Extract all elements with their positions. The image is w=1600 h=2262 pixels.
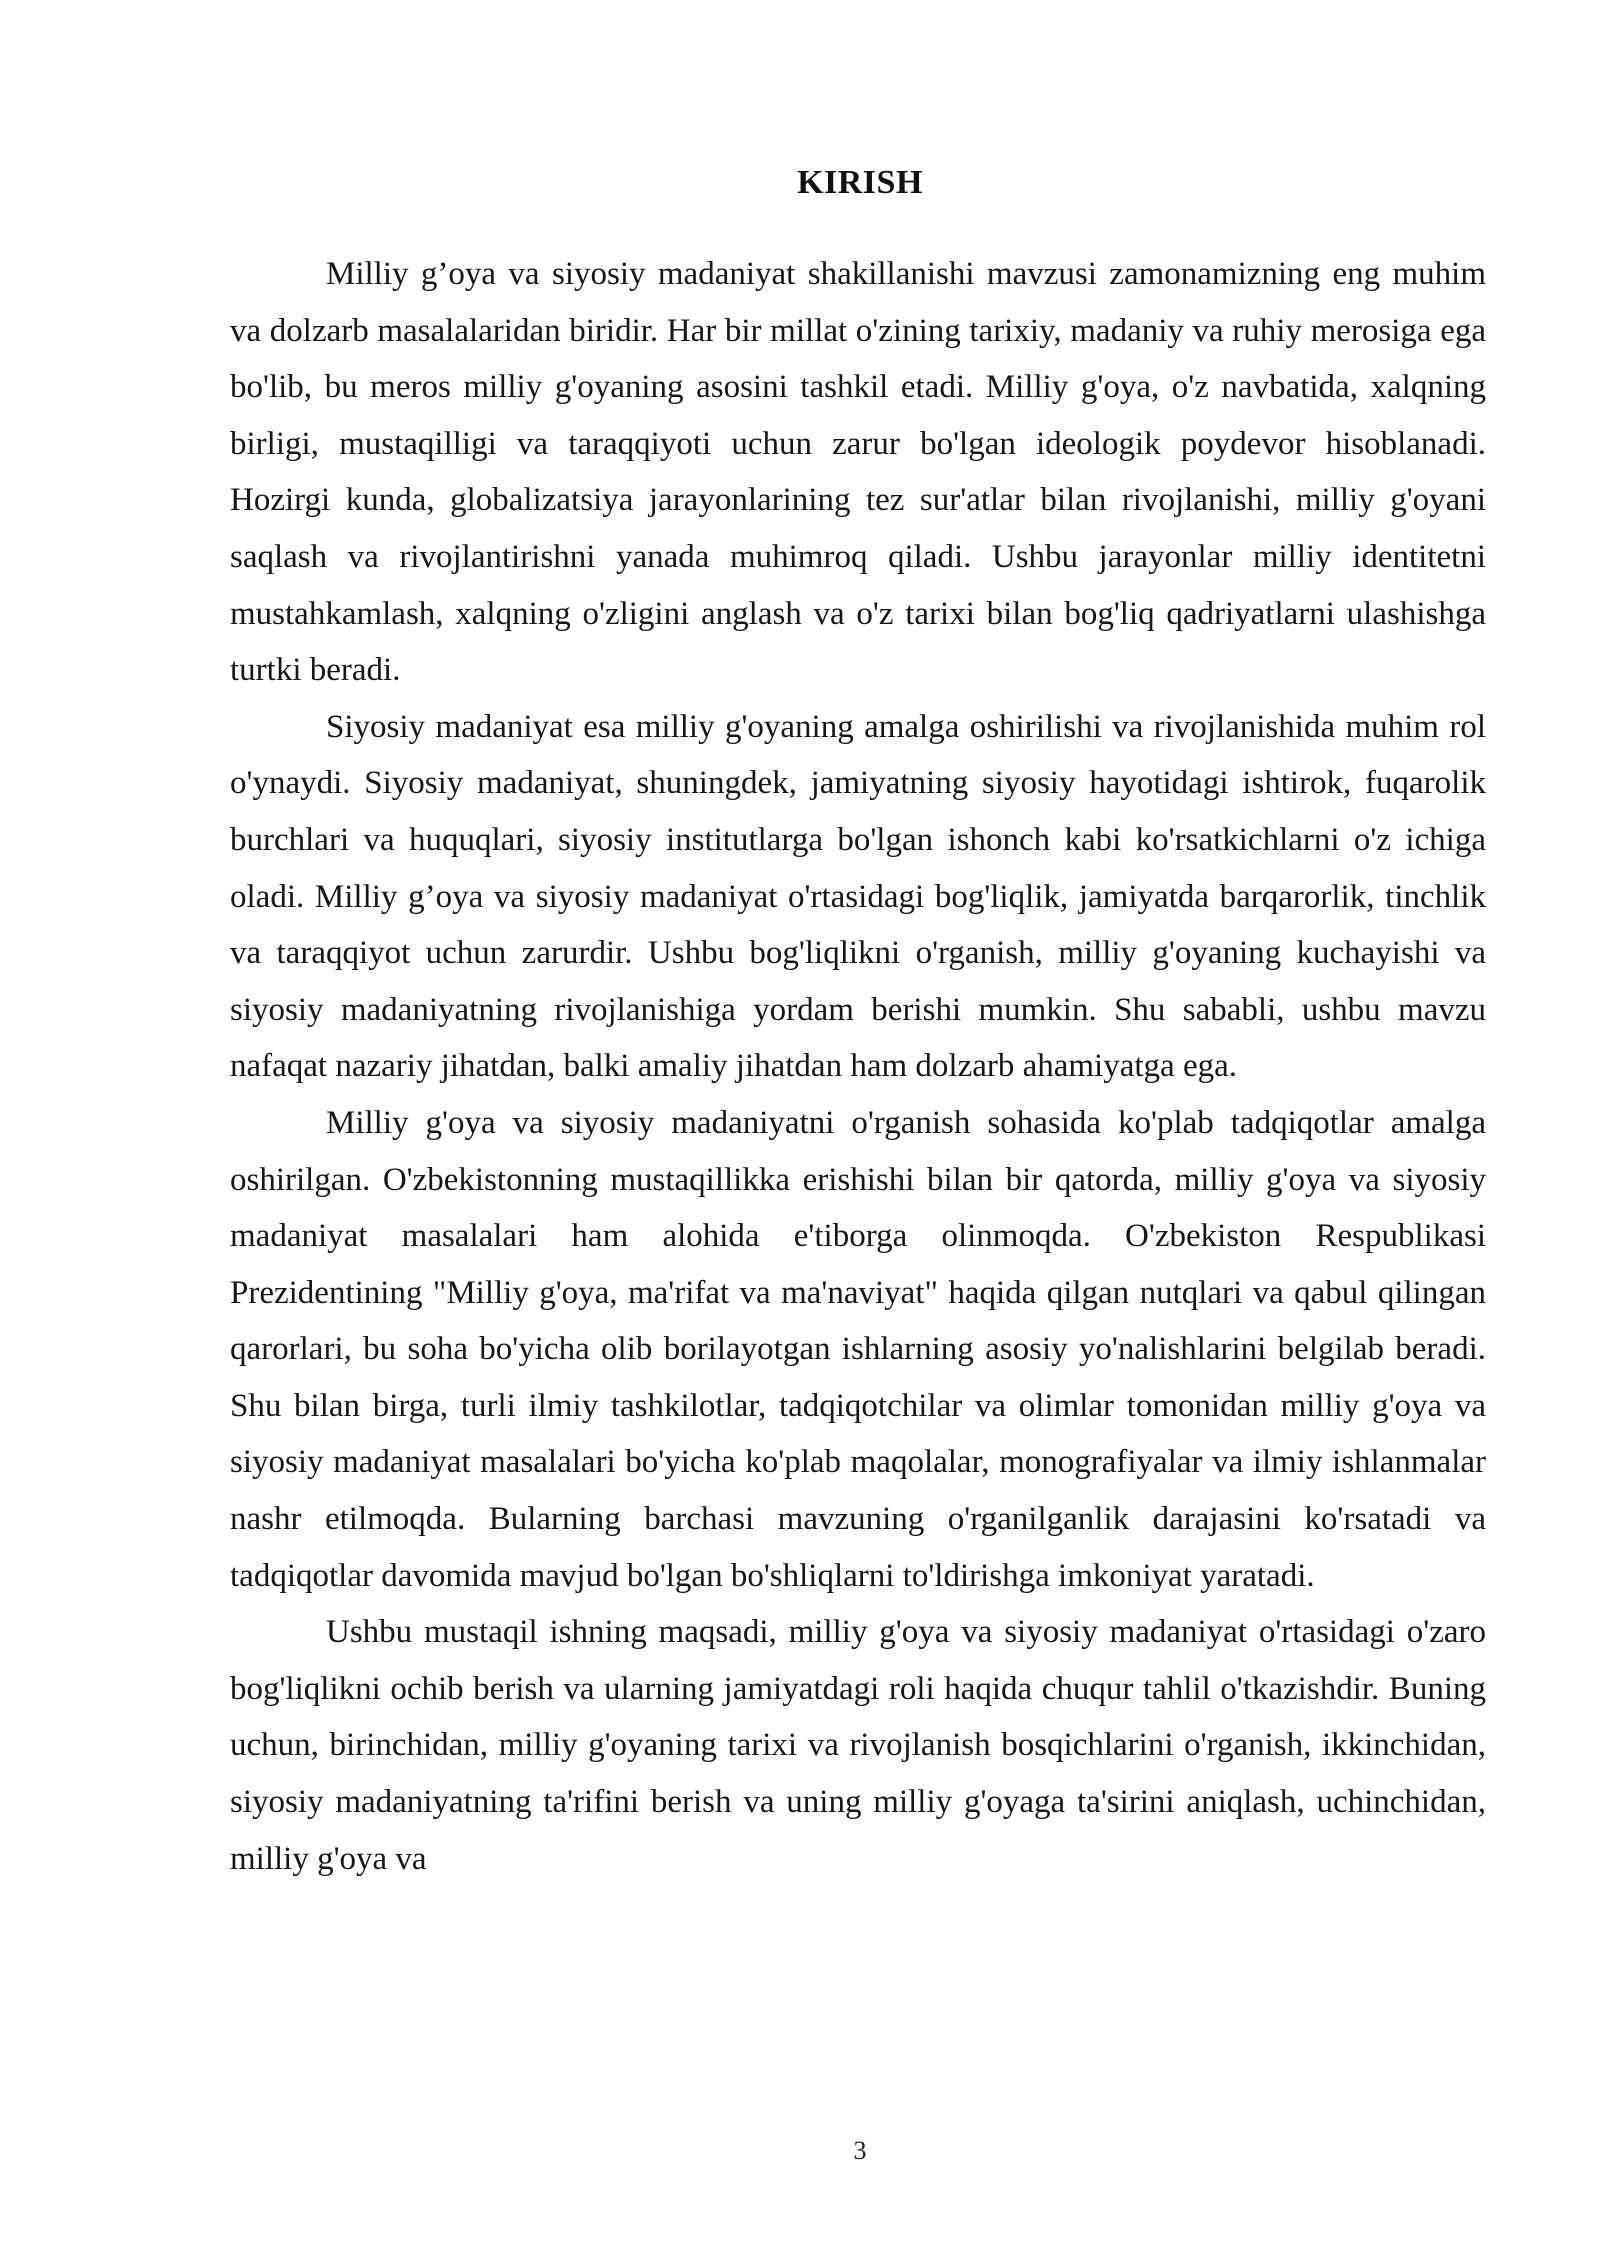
paragraph-3: Milliy g'oya va siyosiy madaniyatni o'rganish sohasida ko'plab tadqiqotlar amalga oshirilgan. O'zbekistonning mustaqillikka erishishi bilan bir qatorda, milliy g'oya va siyosiy madaniyat masalalari ham alohida e'tiborga olinmoqda. O'zbekiston Respublikasi Prezidentining "Milliy g'oya, ma'rifat va ma'naviyat" haqida qilgan nutqlari va qabul qilingan qarorlari, bu soha bo'yicha olib borilayotgan ishlarning asosiy yo'nalishlarini belgilab beradi. Shu bilan birga, turli ilmiy tashkilotlar, tadqiqotchilar va olimlar tomonidan milliy g'oya va siyosiy madaniyat masalalari bo'yicha ko'plab maqolalar, monografiyalar va ilmiy ishlanmalar nashr etilmoqda. Bularning barchasi mavzuning o'rganilganlik darajasini ko'rsatadi va tadqiqotlar davomida mavjud bo'lgan bo'shliqlarni to'ldirishga imkoniyat yaratadi. (230, 1104, 1486, 1594)
page-title: KIRISH (797, 164, 923, 201)
paragraph-1: Milliy g’oya va siyosiy madaniyat shakillanishi mavzusi zamonamizning eng muhim va dolzarb masalalaridan biridir. Har bir millat o'zining tarixiy, madaniy va ruhiy merosiga ega bo'lib, bu meros milliy g'oyaning asosini tashkil etadi. Milliy g'oya, o'z navbatida, xalqning birligi, mustaqilligi va taraqqiyoti uchun zarur bo'lgan ideologik poydevor hisoblanadi. Hozirgi kunda, globalizatsiya jarayonlarining tez sur'atlar bilan rivojlanishi, milliy g'oyani saqlash va rivojlantirishni yanada muhimroq qiladi. Ushbu jarayonlar milliy identitetni mustahkamlash, xalqning o'zligini anglash va o'z tarixi bilan bog'liq qadriyatlarni ulashishga turtki beradi. (230, 256, 1486, 689)
document-body (230, 246, 1486, 1887)
page-number: 3 (853, 2136, 867, 2165)
paragraph-2: Siyosiy madaniyat esa milliy g'oyaning amalga oshirilishi va rivojlanishida muhim rol o'ynaydi. Siyosiy madaniyat, shuningdek, jamiyatning siyosiy hayotidagi ishtirok, fuqarolik burchlari va huquqlari, siyosiy institutlarga bo'lgan ishonch kabi ko'rsatkichlarni o'z ichiga oladi. Milliy g’oya va siyosiy madaniyat o'rtasidagi bog'liqlik, jamiyatda barqarorlik, tinchlik va taraqqiyot uchun zarurdir. Ushbu bog'liqlikni o'rganish, milliy g'oyaning kuchayishi va siyosiy madaniyatning rivojlanishiga yordam berishi mumkin. Shu sababli, ushbu mavzu nafaqat nazariy jihatdan, balki amaliy jihatdan ham dolzarb ahamiyatga ega. (230, 708, 1486, 1085)
paragraph-4: Ushbu mustaqil ishning maqsadi, milliy g'oya va siyosiy madaniyat o'rtasidagi o'zaro bog'liqlikni ochib berish va ularning jamiyatdagi roli haqida chuqur tahlil o'tkazishdir. Buning uchun, birinchidan, milliy g'oyaning tarixi va rivojlanish bosqichlarini o'rganish, ikkinchidan, siyosiy madaniyatning ta'rifini berish va uning milliy g'oyaga ta'sirini aniqlash, uchinchidan, milliy g'oya va (230, 1614, 1486, 1877)
